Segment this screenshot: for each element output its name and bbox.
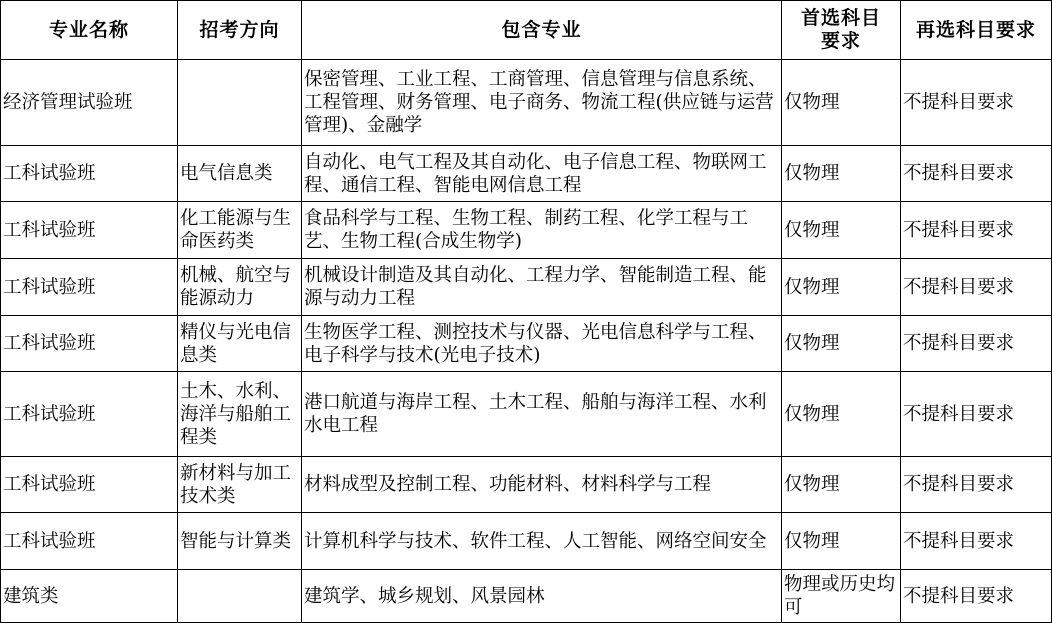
table-row — [1, 457, 1052, 513]
cell-first-subject: 仅物理 — [782, 457, 901, 513]
cell-first-subject: 仅物理 — [782, 60, 901, 146]
cell-major-name: 工科试验班 — [1, 457, 178, 513]
cell-first-subject: 仅物理 — [782, 316, 901, 372]
table-row — [1, 259, 1052, 316]
table-row — [1, 202, 1052, 259]
cell-included-majors: 生物医学工程、测控技术与仪器、光电信息科学与工程、电子科学与技术(光电子技术) — [302, 316, 782, 372]
header-row — [1, 1, 1052, 60]
cell-major-name: 建筑类 — [1, 570, 178, 623]
cell-second-subject: 不提科目要求 — [901, 457, 1052, 513]
cell-included-majors: 保密管理、工业工程、工商管理、信息管理与信息系统、工程管理、财务管理、电子商务、物流工程(供应链与运营管理)、金融学 — [302, 60, 782, 146]
cell-included-majors: 自动化、电气工程及其自动化、电子信息工程、物联网工程、通信工程、智能电网信息工程 — [302, 146, 782, 202]
cell-major-name: 工科试验班 — [1, 513, 178, 570]
cell-direction: 化工能源与生命医药类 — [178, 202, 302, 259]
cell-second-subject: 不提科目要求 — [901, 372, 1052, 457]
cell-included-majors: 计算机科学与技术、软件工程、人工智能、网络空间安全 — [302, 513, 782, 570]
cell-first-subject: 物理或历史均可 — [782, 570, 901, 623]
cell-major-name: 工科试验班 — [1, 259, 178, 316]
cell-included-majors: 机械设计制造及其自动化、工程力学、智能制造工程、能源与动力工程 — [302, 259, 782, 316]
cell-major-name: 经济管理试验班 — [1, 60, 178, 146]
cell-direction — [178, 60, 302, 146]
cell-direction: 土木、水利、海洋与船舶工程类 — [178, 372, 302, 457]
table-row — [1, 372, 1052, 457]
table-row — [1, 570, 1052, 623]
cell-included-majors: 建筑学、城乡规划、风景园林 — [302, 570, 782, 623]
table-body — [1, 60, 1052, 623]
cell-direction: 新材料与加工技术类 — [178, 457, 302, 513]
cell-second-subject: 不提科目要求 — [901, 202, 1052, 259]
table-row — [1, 60, 1052, 146]
cell-direction: 电气信息类 — [178, 146, 302, 202]
cell-included-majors: 港口航道与海岸工程、土木工程、船舶与海洋工程、水利水电工程 — [302, 372, 782, 457]
header-included-majors: 包含专业 — [302, 1, 782, 60]
cell-included-majors: 材料成型及控制工程、功能材料、材料科学与工程 — [302, 457, 782, 513]
table-row — [1, 513, 1052, 570]
cell-second-subject: 不提科目要求 — [901, 146, 1052, 202]
cell-first-subject: 仅物理 — [782, 372, 901, 457]
cell-second-subject: 不提科目要求 — [901, 259, 1052, 316]
cell-major-name: 工科试验班 — [1, 146, 178, 202]
cell-second-subject: 不提科目要求 — [901, 570, 1052, 623]
table-row — [1, 146, 1052, 202]
cell-direction: 机械、航空与能源动力 — [178, 259, 302, 316]
cell-second-subject: 不提科目要求 — [901, 316, 1052, 372]
cell-second-subject: 不提科目要求 — [901, 513, 1052, 570]
header-major-name: 专业名称 — [1, 1, 178, 60]
header-first-subject: 首选科目要求 — [782, 1, 901, 60]
cell-first-subject: 仅物理 — [782, 259, 901, 316]
cell-included-majors: 食品科学与工程、生物工程、制药工程、化学工程与工艺、生物工程(合成生物学) — [302, 202, 782, 259]
table-header — [1, 1, 1052, 60]
header-second-subject: 再选科目要求 — [901, 1, 1052, 60]
cell-first-subject: 仅物理 — [782, 146, 901, 202]
cell-major-name: 工科试验班 — [1, 316, 178, 372]
cell-direction — [178, 570, 302, 623]
table-row — [1, 316, 1052, 372]
cell-direction: 智能与计算类 — [178, 513, 302, 570]
cell-first-subject: 仅物理 — [782, 202, 901, 259]
cell-first-subject: 仅物理 — [782, 513, 901, 570]
cell-direction: 精仪与光电信息类 — [178, 316, 302, 372]
cell-major-name: 工科试验班 — [1, 202, 178, 259]
cell-major-name: 工科试验班 — [1, 372, 178, 457]
header-direction: 招考方向 — [178, 1, 302, 60]
cell-second-subject: 不提科目要求 — [901, 60, 1052, 146]
